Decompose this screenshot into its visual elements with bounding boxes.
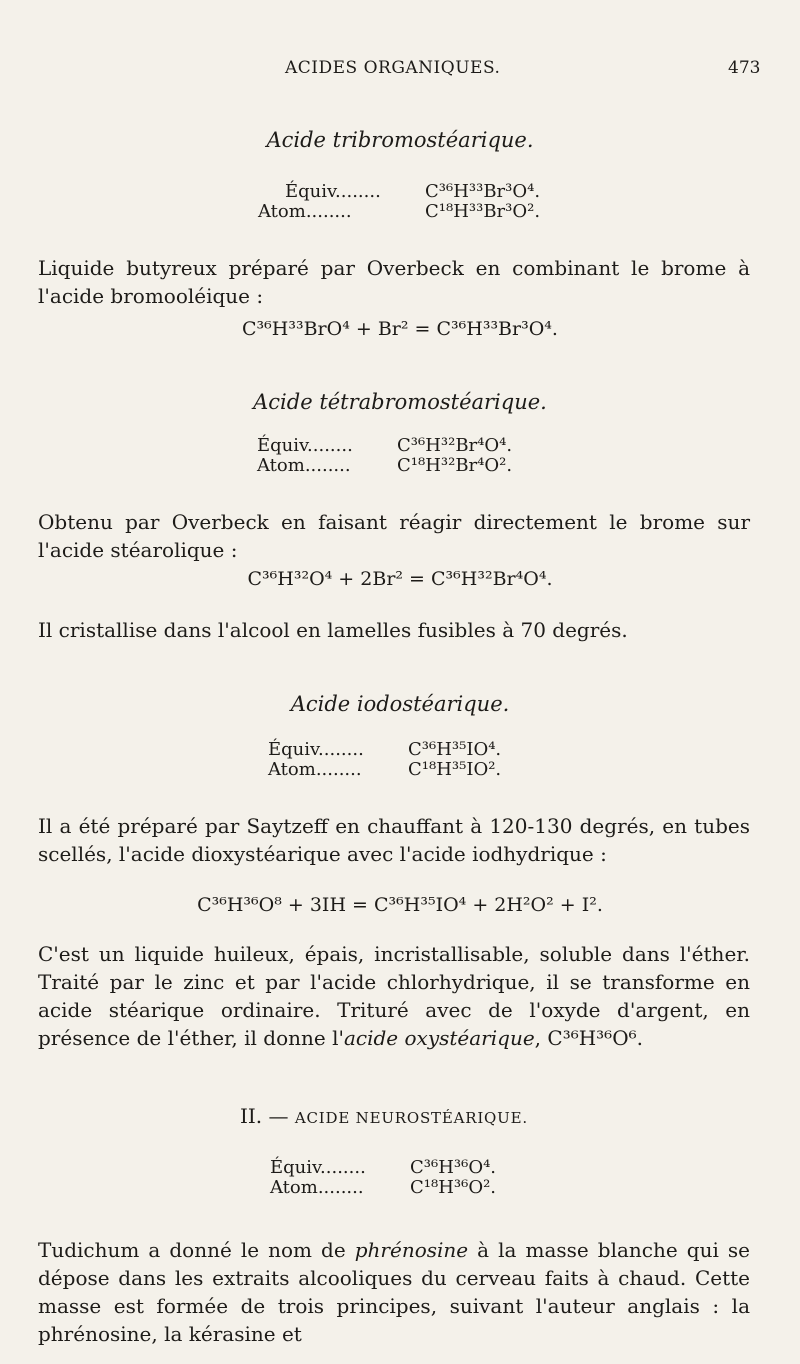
formula-block-tribromo: [258, 181, 541, 222]
text-run: Tudichum a donné le nom de: [38, 1238, 355, 1262]
section-heading-neurostearique: [240, 1104, 528, 1128]
section-number: II. —: [240, 1104, 289, 1128]
paragraph-tetrabromo: Obtenu par Overbeck en faisant réagir directement le brome sur l'acide stéarolique :: [38, 510, 750, 562]
heading-tetrabromostearique: Acide tétrabromostéarique.: [253, 390, 547, 414]
paragraph-tetrabromo-2: Il cristallise dans l'alcool en lamelles fusibles à 70 degrés.: [38, 618, 628, 642]
text-run: , C³⁶H³⁶O⁶.: [534, 1026, 643, 1050]
atom-formula: C¹⁸H³⁵IO².: [408, 759, 502, 780]
heading-iodostearique: Acide iodostéarique.: [290, 692, 510, 716]
italic-term: acide oxystéarique: [343, 1026, 535, 1050]
formula-block-tetrabromo: [257, 436, 512, 476]
atom-formula: C¹⁸H³⁶O².: [410, 1177, 497, 1198]
equiv-formula: C³⁶H³³Br³O⁴.: [425, 181, 541, 202]
paragraph-iodo: Il a été préparé par Saytzeff en chauffant à 120-130 degrés, en tubes scellés, l'acide dioxystéarique avec l'acide iodhydrique :: [38, 814, 750, 866]
equiv-formula: C³⁶H³⁶O⁴.: [410, 1157, 497, 1178]
atom-formula: C¹⁸H³²Br⁴O².: [397, 455, 513, 476]
paragraph-neuro: [38, 1236, 750, 1348]
equiv-formula: C³⁶H³²Br⁴O⁴.: [397, 435, 513, 456]
formula-block-iodo: [268, 740, 501, 780]
equation-iodo: C³⁶H³⁶O⁸ + 3IH = C³⁶H³⁵IO⁴ + 2H²O² + I².: [197, 894, 603, 916]
equiv-label: Équiv........: [257, 435, 353, 456]
equiv-label: Équiv........: [270, 1157, 366, 1178]
formula-block-neuro: [270, 1158, 496, 1198]
paragraph-iodo-2: [38, 940, 750, 1052]
equation-tribromo: C³⁶H³³BrO⁴ + Br² = C³⁶H³³Br³O⁴.: [242, 318, 558, 340]
equiv-label: Équiv........: [268, 739, 364, 760]
text-run: C'est un liquide huileux, épais, incristallisable, soluble dans l'éther. Traité par le zinc et par l'acide chlorhydrique, il se transforme en acide stéarique ordinaire. Trituré avec de l'oxyde d'argent, en présence de l'éther, il donne l': [38, 942, 750, 1050]
paragraph-tribromo: Liquide butyreux préparé par Overbeck en combinant le brome à l'acide bromooléique :: [38, 256, 750, 308]
equiv-label: Équiv........: [285, 181, 381, 202]
atom-label: Atom........: [270, 1177, 364, 1198]
heading-tribromostearique: Acide tribromostéarique.: [266, 128, 534, 152]
atom-formula: C¹⁸H³³Br³O².: [425, 201, 541, 222]
running-head: [0, 58, 800, 88]
equation-tetrabromo: C³⁶H³²O⁴ + 2Br² = C³⁶H³²Br⁴O⁴.: [247, 568, 553, 590]
equiv-formula: C³⁶H³⁵IO⁴.: [408, 739, 502, 760]
atom-label: Atom........: [268, 759, 362, 780]
atom-label: Atom........: [258, 201, 352, 222]
running-head-title: ACIDES ORGANIQUES.: [285, 58, 501, 78]
atom-label: Atom........: [257, 455, 351, 476]
section-title: ACIDE NEUROSTÉARIQUE.: [294, 1109, 528, 1127]
page-number: 473: [728, 58, 761, 78]
italic-term: phrénosine: [354, 1238, 469, 1262]
text-run: à la masse blanche qui se dépose dans les extraits alcooliques du cerveau faits à chaud. Cette masse est formée de trois principes, suivant l'auteur anglais : la phrénosine, la kérasine et: [38, 1238, 750, 1346]
